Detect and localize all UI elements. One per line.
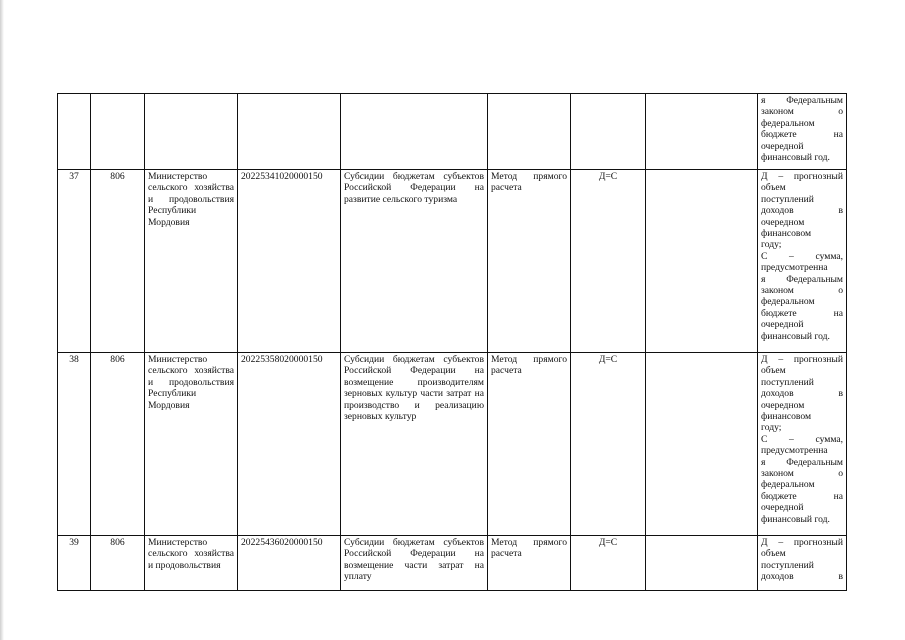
formula-cell: Д=С	[571, 353, 646, 536]
explanation-word: очередной	[761, 140, 804, 152]
explanation-line	[761, 217, 843, 228]
administrator-name-cell: Министерство сельского хозяйства и продовольствия	[145, 536, 238, 591]
administrator-name-cell: Министерство сельского хозяйства и продовольствия Республики Мордовия	[145, 353, 238, 536]
explanation-word: законом	[761, 468, 794, 480]
explanation-word: о	[838, 468, 843, 480]
explanation-word: финансовый год.	[761, 330, 830, 342]
explanation-line	[761, 152, 843, 163]
explanation-word: доходов	[761, 205, 794, 217]
explanation-line	[761, 434, 843, 445]
explanation-line	[761, 548, 843, 559]
explanation-line	[761, 141, 843, 152]
admin-code-cell: 806	[91, 353, 145, 536]
explanation-line	[761, 560, 843, 571]
formula-cell: Д=С	[571, 536, 646, 591]
administrator-name-cell	[145, 94, 238, 170]
budget-classification-code-cell: 20225341020000150	[238, 170, 341, 353]
explanation-line	[761, 106, 843, 117]
explanation-word: –	[789, 433, 794, 445]
explanation-line	[761, 251, 843, 262]
explanation-word: прогнозный	[793, 171, 843, 182]
explanation-word: поступлений	[761, 559, 814, 571]
explanation-line	[761, 502, 843, 513]
explanation-word: доходов	[761, 388, 794, 400]
explanation-line	[761, 354, 843, 365]
explanation-word: –	[778, 171, 784, 182]
explanation-line	[761, 491, 843, 502]
explanation-line	[761, 457, 843, 468]
explanation-word: –	[778, 354, 784, 365]
explanation-line	[761, 274, 843, 285]
explanation-word: финансовом	[761, 228, 812, 240]
revenue-forecast-table	[57, 93, 847, 591]
budget-classification-code-cell	[238, 94, 341, 170]
table-row	[58, 353, 847, 536]
explanation-word: Д	[761, 354, 768, 365]
table-row	[58, 94, 847, 170]
explanation-word: очередном	[761, 216, 805, 228]
revenue-name-cell: Субсидии бюджетам субъектов Российской Федерации на развитие сельского туризма	[341, 170, 488, 353]
explanation-word: объем	[761, 365, 786, 377]
explanation-line	[761, 262, 843, 273]
explanation-word: на	[833, 129, 843, 141]
explanation-word: о	[838, 285, 843, 297]
explanation-word: объем	[761, 182, 786, 194]
explanation-line	[761, 365, 843, 376]
explanation-word: году;	[761, 239, 782, 251]
explanation-line	[761, 537, 843, 548]
admin-code-cell: 806	[91, 170, 145, 353]
explanation-word: Федеральным	[786, 95, 843, 106]
algorithm-cell	[646, 94, 758, 170]
explanation-word: законом	[761, 285, 794, 297]
explanation-line	[761, 205, 843, 216]
explanation-line	[761, 514, 843, 525]
explanation-line	[761, 571, 843, 582]
explanation-word: законом	[761, 106, 794, 118]
explanation-word: федеральном	[761, 296, 815, 308]
explanation-word: С	[761, 433, 768, 445]
explanation-word: Д	[761, 537, 768, 548]
explanation-cell	[758, 94, 847, 170]
explanation-word: Федеральным	[786, 456, 843, 468]
administrator-name-cell: Министерство сельского хозяйства и продовольствия Республики Мордовия	[145, 170, 238, 353]
explanation-word: году;	[761, 422, 782, 434]
calculation-method-cell	[488, 94, 571, 170]
explanation-line	[761, 411, 843, 422]
explanation-word: –	[789, 250, 794, 262]
explanation-line	[761, 95, 843, 106]
explanation-word: финансовый год.	[761, 152, 830, 164]
revenue-name-cell: Субсидии бюджетам субъектов Российской Федерации на возмещение части затрат на уплату	[341, 536, 488, 591]
algorithm-cell	[646, 353, 758, 536]
explanation-word: бюджете	[761, 307, 797, 319]
explanation-word: я	[761, 273, 766, 285]
table-row	[58, 536, 847, 591]
explanation-line	[761, 171, 843, 182]
explanation-word: финансовом	[761, 411, 812, 423]
explanation-line	[761, 285, 843, 296]
algorithm-cell	[646, 170, 758, 353]
table-row	[58, 170, 847, 353]
explanation-word: поступлений	[761, 193, 814, 205]
formula-cell	[571, 94, 646, 170]
calculation-method-cell: Метод прямого расчета	[488, 353, 571, 536]
row-number-cell: 39	[58, 536, 91, 591]
explanation-line	[761, 118, 843, 129]
explanation-word: предусмотренна	[761, 445, 828, 457]
explanation-word: о	[838, 106, 843, 118]
explanation-word: в	[838, 571, 843, 583]
explanation-line	[761, 296, 843, 307]
explanation-line	[761, 331, 843, 342]
explanation-line	[761, 129, 843, 140]
explanation-word: прогнозный	[793, 537, 843, 548]
explanation-word: прогнозный	[793, 354, 843, 365]
calculation-method-cell: Метод прямого расчета	[488, 536, 571, 591]
explanation-cell	[758, 170, 847, 353]
explanation-word: очередной	[761, 319, 804, 331]
explanation-line	[761, 194, 843, 205]
row-number-cell	[58, 94, 91, 170]
explanation-word: объем	[761, 548, 786, 560]
explanation-line	[761, 308, 843, 319]
admin-code-cell	[91, 94, 145, 170]
admin-code-cell: 806	[91, 536, 145, 591]
explanation-word: бюджете	[761, 490, 797, 502]
explanation-word: очередной	[761, 502, 804, 514]
row-number-cell: 38	[58, 353, 91, 536]
explanation-word: федеральном	[761, 117, 815, 129]
budget-classification-code-cell: 20225436020000150	[238, 536, 341, 591]
explanation-line	[761, 377, 843, 388]
explanation-word: поступлений	[761, 376, 814, 388]
budget-classification-code-cell: 20225358020000150	[238, 353, 341, 536]
revenue-name-cell	[341, 94, 488, 170]
explanation-word: С	[761, 250, 768, 262]
explanation-word: доходов	[761, 571, 794, 583]
explanation-word: финансовый год.	[761, 513, 830, 525]
explanation-word: Д	[761, 171, 768, 182]
explanation-line	[761, 239, 843, 250]
explanation-word: на	[833, 490, 843, 502]
explanation-line	[761, 388, 843, 399]
explanation-word: на	[833, 307, 843, 319]
explanation-word: сумма,	[815, 433, 843, 445]
row-number-cell: 37	[58, 170, 91, 353]
explanation-word: в	[838, 205, 843, 217]
explanation-line	[761, 479, 843, 490]
explanation-word: в	[838, 388, 843, 400]
explanation-word: Федеральным	[786, 273, 843, 285]
explanation-word: очередном	[761, 399, 805, 411]
calculation-method-cell: Метод прямого расчета	[488, 170, 571, 353]
revenue-name-cell: Субсидии бюджетам субъектов Российской Федерации на возмещение производителям зерновых культур части затрат на производство и реализацию зерновых культур	[341, 353, 488, 536]
explanation-cell	[758, 353, 847, 536]
explanation-word: я	[761, 95, 766, 106]
explanation-cell	[758, 536, 847, 591]
formula-cell: Д=С	[571, 170, 646, 353]
explanation-line	[761, 400, 843, 411]
explanation-line	[761, 422, 843, 433]
explanation-line	[761, 319, 843, 330]
explanation-word: –	[778, 537, 784, 548]
explanation-line	[761, 228, 843, 239]
algorithm-cell	[646, 536, 758, 591]
explanation-word: я	[761, 456, 766, 468]
explanation-line	[761, 445, 843, 456]
explanation-word: бюджете	[761, 129, 797, 141]
explanation-word: федеральном	[761, 479, 815, 491]
explanation-word: предусмотренна	[761, 262, 828, 274]
explanation-word: сумма,	[815, 250, 843, 262]
explanation-line	[761, 182, 843, 193]
explanation-line	[761, 468, 843, 479]
